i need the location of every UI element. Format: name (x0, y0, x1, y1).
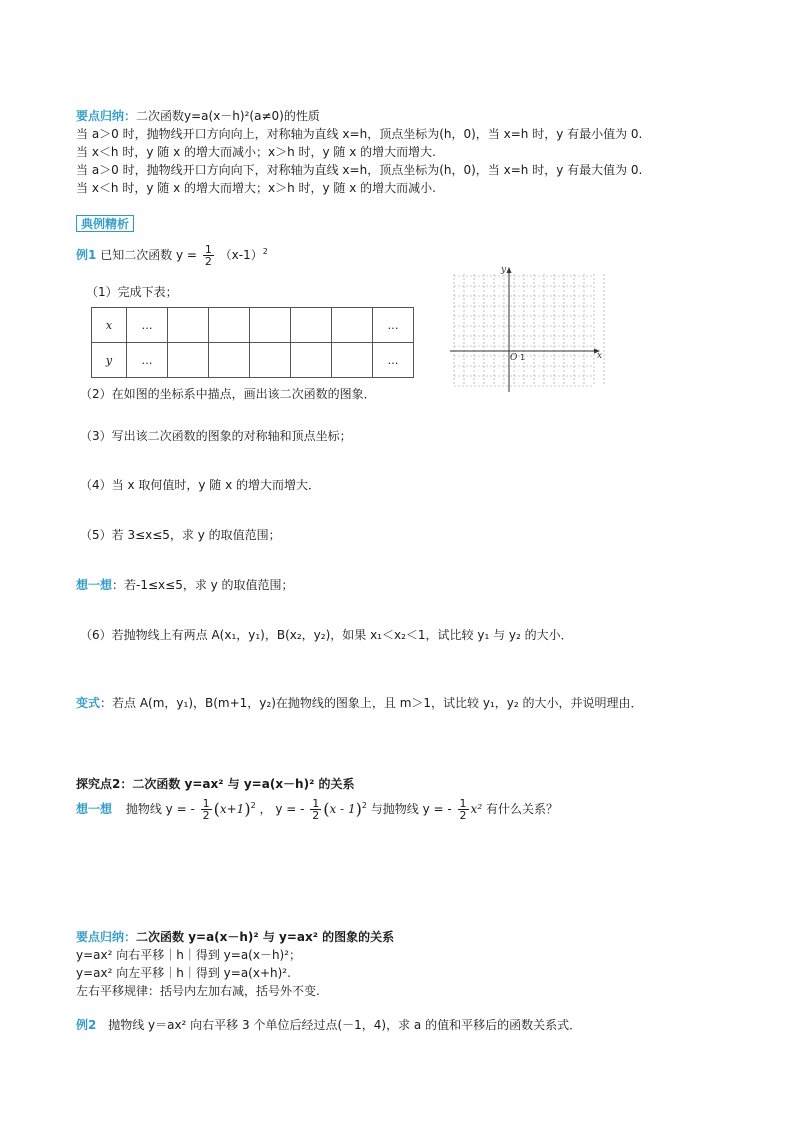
summary2-label: 要点归纳： (76, 930, 137, 944)
table-cell[interactable] (332, 308, 373, 343)
example1-statement (76, 243, 268, 267)
think2-text2: ， y = - (259, 802, 305, 816)
variant-label: 变式 (76, 696, 101, 710)
table-cell[interactable] (168, 343, 209, 378)
summary2-title: 二次函数 y=a(x－h)² 与 y=ax² 的图象的关系 (136, 930, 395, 944)
summary1-title: 二次函数y=a(x－h)²(a≠0)的性质 (136, 109, 320, 123)
think2-text3: 与抛物线 y = - (370, 802, 452, 816)
summary1-label: 要点归纳： (76, 109, 137, 123)
unit-label: 1 (520, 353, 526, 362)
example1-q2: （2）在如图的坐标系中描点，画出该二次函数的图象． (80, 387, 376, 401)
think1-text: ：若-1≤x≤5，求 y 的取值范围； (112, 578, 294, 592)
variant-text: ：若点 A(m，y₁)，B(m+1，y₂)在抛物线的图象上，且 m＞1，试比较 y₁，y₂ 的大小，并说明理由． (100, 696, 643, 710)
y-axis-label: y (501, 265, 507, 275)
table-row-label: x (92, 308, 127, 343)
fraction-1: $\frac{1}{2}$ (202, 797, 210, 822)
think1-label: 想一想 (76, 578, 113, 592)
example1-q6: （6）若抛物线上有两点 A(x₁，y₁)，B(x₂，y₂)，如果 x₁＜x₂＜1，试比较 y₁ 与 y₂ 的大小． (80, 628, 573, 642)
summary2-line3: 左右平移规律：括号内左加右减，括号外不变. (76, 984, 320, 998)
think2-text1: 抛物线 y = - (125, 802, 195, 816)
section2-think: 想一想 抛物线 y = - $\frac{1}{2}$ $(x+1)^2$ ， y = - $\frac{1}{2}$ (x - 1)$^2$ 与抛物线 y = - $\frac{1}{2}$ x² 有什么关系？ (76, 797, 558, 822)
example2 (76, 1017, 581, 1033)
example1-q1: （1）完成下表； (86, 285, 178, 299)
table-row-label: y (92, 343, 127, 378)
fraction-numerator: 1 (204, 243, 212, 256)
value-table (91, 307, 414, 378)
think2-label: 想一想 (76, 802, 113, 816)
fraction-3: $\frac{1}{2}$ (459, 797, 467, 822)
x-axis-label: x (597, 351, 603, 361)
coordinate-grid (450, 264, 610, 394)
table-row-x (92, 308, 414, 343)
think1 (76, 577, 294, 593)
table-cell[interactable] (250, 308, 291, 343)
y-axis-arrow (507, 267, 512, 273)
fraction-2: $\frac{1}{2}$ (312, 797, 320, 822)
table-cell[interactable] (250, 343, 291, 378)
summary1-line1: 当 a＞0 时，抛物线开口方向向上，对称轴为直线 x=h，顶点坐标为(h，0)，当 x=h 时，y 有最小值为 0. (76, 127, 643, 141)
think2-expr2: x - 1 (329, 802, 356, 816)
table-cell[interactable] (168, 308, 209, 343)
table-row-y (92, 343, 414, 378)
example1-q3: （3）写出该二次函数的图象的对称轴和顶点坐标； (80, 429, 352, 443)
grid-lines (454, 274, 604, 386)
think2-expr1: x+1 (219, 802, 245, 816)
summary1-line4: 当 x＜h 时，y 随 x 的增大而增大；x＞h 时，y 随 x 的增大而减小. (76, 181, 436, 195)
summary1-line3: 当 a＞0 时，抛物线开口方向向下，对称轴为直线 x=h，顶点坐标为(h，0)，当 x=h 时，y 有最大值为 0. (76, 163, 643, 177)
table-cell[interactable] (209, 308, 250, 343)
section2-title: 探究点2：二次函数 y=ax² 与 y=a(x－h)² 的关系 (76, 777, 355, 791)
table-cell[interactable] (332, 343, 373, 378)
summary2-line2: y=ax² 向左平移｜h｜得到 y=a(x+h)². (76, 966, 291, 980)
example2-label: 例2 (76, 1018, 97, 1032)
example1-exponent: 2 (262, 247, 268, 256)
table-cell[interactable] (209, 343, 250, 378)
think2-text4: 有什么关系？ (485, 802, 558, 816)
table-cell[interactable]: … (373, 308, 414, 343)
table-cell[interactable] (291, 343, 332, 378)
example2-text: 抛物线 y＝ax² 向右平移 3 个单位后经过点(－1，4)，求 a 的值和平移后的函数关系式． (108, 1018, 582, 1032)
think2-expr3: x² (470, 802, 483, 816)
example1-fraction (203, 244, 214, 267)
table-cell[interactable]: … (127, 308, 168, 343)
examples-badge: 典例精析 (76, 215, 134, 232)
table-cell[interactable]: … (373, 343, 414, 378)
table-cell[interactable] (291, 308, 332, 343)
summary1-line2: 当 x＜h 时，y 随 x 的增大而减小；x＞h 时，y 随 x 的增大而增大. (76, 145, 436, 159)
fraction-denominator: 2 (204, 255, 212, 268)
example1-label: 例1 (76, 248, 97, 262)
origin-label: O (510, 353, 518, 363)
summary2-line1: y=ax² 向右平移｜h｜得到 y=a(x－h)²； (76, 948, 302, 962)
variant (76, 695, 643, 711)
summary1-heading (76, 108, 320, 124)
example1-text: 已知二次函数 y = (100, 248, 197, 262)
example1-expr: （x-1） (219, 248, 263, 262)
example1-q5: （5）若 3≤x≤5，求 y 的取值范围； (80, 528, 281, 542)
table-cell[interactable]: … (127, 343, 168, 378)
example1-q4: （4）当 x 取何值时，y 随 x 的增大而增大． (80, 478, 321, 492)
summary2-heading (76, 929, 394, 945)
